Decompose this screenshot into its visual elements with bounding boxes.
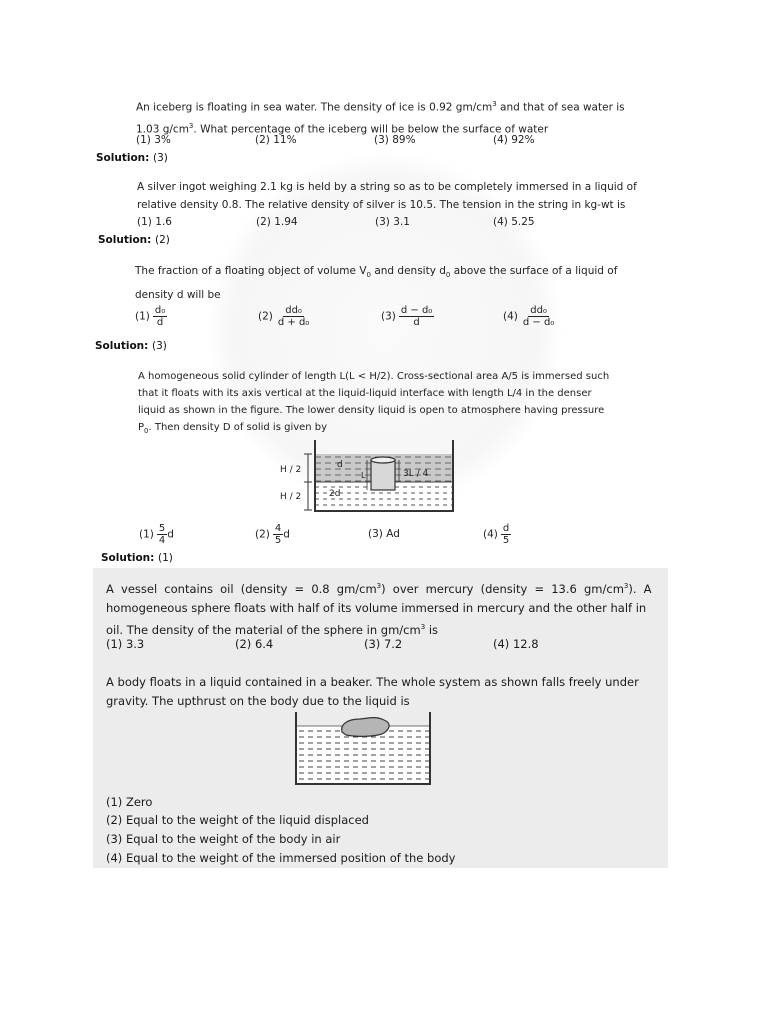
numerator: dd₀ xyxy=(285,305,302,316)
numerator: d − d₀ xyxy=(400,305,433,316)
q3-option-4[interactable] xyxy=(503,305,556,328)
q4-line-3: liquid as shown in the figure. The lower density liquid is open to atmosphere having pressure xyxy=(138,405,605,416)
denominator: d − d₀ xyxy=(522,317,555,328)
option-label: (4) xyxy=(483,528,498,541)
question-4 xyxy=(138,368,678,440)
label-L: L xyxy=(361,471,366,480)
label-3L-4: 3L / 4 xyxy=(403,469,429,479)
q5-option-2[interactable]: (2) 6.4 xyxy=(235,637,274,651)
floating-body xyxy=(342,718,389,737)
fraction xyxy=(273,523,283,546)
denominator: 5 xyxy=(274,535,282,546)
numerator: d xyxy=(502,523,510,534)
q5-option-3[interactable]: (3) 7.2 xyxy=(364,637,403,651)
option-label: (1) xyxy=(139,528,154,541)
q5-sup-1: 3 xyxy=(376,582,382,590)
cylinder-top xyxy=(371,457,395,463)
q4-option-4[interactable] xyxy=(483,523,511,546)
q4-solution xyxy=(101,552,173,564)
q5-line-3b: is xyxy=(425,622,439,637)
q1-sup: 3 xyxy=(492,100,497,108)
q6-option-4[interactable]: (4) Equal to the weight of the immersed position of the body xyxy=(106,851,456,865)
option-label: (1) xyxy=(135,310,150,323)
denominator: 5 xyxy=(502,535,510,546)
denominator: d xyxy=(413,317,420,328)
q2-option-2[interactable]: (2) 1.94 xyxy=(256,216,298,228)
question-6 xyxy=(106,673,666,711)
numerator: d₀ xyxy=(154,305,166,316)
q1-option-3[interactable]: (3) 89% xyxy=(374,134,416,146)
q6-figure-beaker xyxy=(290,710,436,786)
numerator: 4 xyxy=(274,523,282,534)
q2-option-1[interactable]: (1) 1.6 xyxy=(137,216,172,228)
q5-option-1[interactable]: (1) 3.3 xyxy=(106,637,145,651)
q2-line-2: relative density 0.8. The relative density of silver is 10.5. The tension in the string in kg-wt is xyxy=(137,199,626,211)
q3-solution xyxy=(95,340,167,352)
q6-option-2[interactable]: (2) Equal to the weight of the liquid displaced xyxy=(106,813,369,827)
q5-line-1c: ). A xyxy=(628,581,652,596)
solution-label: Solution: xyxy=(96,152,150,164)
q6-line-2: gravity. The upthrust on the body due to the liquid is xyxy=(106,694,410,708)
q3-option-1[interactable] xyxy=(135,305,167,328)
q1-option-4[interactable]: (4) 92% xyxy=(493,134,535,146)
q3-text-b: and density d xyxy=(370,265,446,277)
denominator: 4 xyxy=(158,535,166,546)
q6-option-1[interactable]: (1) Zero xyxy=(106,795,153,809)
question-3 xyxy=(135,262,675,304)
q4-line-1: A homogeneous solid cylinder of length L(L < H/2). Cross-sectional area A/5 is immersed such xyxy=(138,371,610,382)
label-2d: 2d xyxy=(329,489,341,499)
solution-value: (2) xyxy=(155,234,170,246)
solution-value: (3) xyxy=(152,340,167,352)
q5-line-1b: ) over mercury (density = 13.6 gm/cm xyxy=(381,581,624,596)
q1-text-c: 1.03 g/cm xyxy=(136,123,189,135)
fraction xyxy=(157,523,167,546)
q1-text-b: and that of sea water is xyxy=(496,101,625,114)
q1-option-2[interactable]: (2) 11% xyxy=(255,134,297,146)
question-5 xyxy=(106,577,666,640)
q3-line-2: density d will be xyxy=(135,289,221,302)
q3-option-2[interactable] xyxy=(258,305,311,328)
solution-label: Solution: xyxy=(98,234,152,246)
solution-value: (3) xyxy=(153,152,168,164)
option-tail: d xyxy=(167,528,174,541)
q5-sup-3: 3 xyxy=(420,622,426,631)
q5-line-3a: oil. The density of the material of the sphere in gm/cm xyxy=(106,622,421,637)
q4-line-2: that it floats with its axis vertical at the liquid-liquid interface with length L/4 in the denser xyxy=(138,388,592,399)
q4-option-2[interactable] xyxy=(255,523,290,546)
q2-option-3[interactable]: (3) 3.1 xyxy=(375,216,410,228)
q5-line-2: homogeneous sphere floats with half of its volume immersed in mercury and the other half in xyxy=(106,600,647,615)
option-label: (4) xyxy=(503,310,518,323)
q5-sup-2: 3 xyxy=(623,582,629,590)
q6-option-3[interactable]: (3) Equal to the weight of the body in air xyxy=(106,832,341,846)
q4-option-3[interactable]: (3) Ad xyxy=(368,528,400,540)
fraction xyxy=(153,305,167,328)
q4-line-4a: P xyxy=(138,422,145,433)
numerator: 5 xyxy=(158,523,166,534)
option-label: (2) xyxy=(255,528,270,541)
q2-line-1: A silver ingot weighing 2.1 kg is held by a string so as to be completely immersed in a liquid of xyxy=(137,181,637,193)
q5-line-1a: A vessel contains oil (density = 0.8 gm/cm xyxy=(106,581,377,596)
q4-line-4b: . Then density D of solid is given by xyxy=(148,422,328,433)
cylinder xyxy=(371,460,395,490)
solution-label: Solution: xyxy=(95,340,149,352)
fraction xyxy=(521,305,556,328)
label-h-bottom: H / 2 xyxy=(280,492,302,502)
label-h-top: H / 2 xyxy=(280,465,302,475)
q5-option-4[interactable]: (4) 12.8 xyxy=(493,637,539,651)
denominator: d xyxy=(156,317,164,328)
solution-label: Solution: xyxy=(101,552,155,564)
numerator: dd₀ xyxy=(530,305,547,316)
q3-text-a: The fraction of a floating object of volume V xyxy=(135,265,367,277)
option-tail: d xyxy=(283,528,290,541)
question-2 xyxy=(137,178,677,214)
option-label: (3) xyxy=(381,310,396,323)
question-1 xyxy=(136,95,676,138)
q3-sub-a: 0 xyxy=(366,271,371,280)
option-label: (2) xyxy=(258,310,273,323)
q2-solution xyxy=(98,234,170,246)
fraction xyxy=(501,523,511,546)
q4-option-1[interactable] xyxy=(139,523,174,546)
q3-text-c: above the surface of a liquid of xyxy=(450,265,618,277)
q3-option-3[interactable] xyxy=(381,305,434,328)
label-d: d xyxy=(337,460,343,470)
q1-text: An iceberg is floating in sea water. The density of ice is 0.92 gm/cm xyxy=(136,101,493,114)
q3-sub-b: 0 xyxy=(445,271,451,280)
solution-value: (1) xyxy=(158,552,173,564)
q4-line-4-sub: 0 xyxy=(144,427,149,435)
q4-figure-two-liquids xyxy=(275,436,465,516)
q1-option-1[interactable]: (1) 3% xyxy=(136,134,171,146)
denominator: d + d₀ xyxy=(277,317,310,328)
fraction xyxy=(276,305,311,328)
q1-sup-c: 3 xyxy=(188,121,194,130)
q1-solution xyxy=(96,152,168,164)
q6-line-1: A body floats in a liquid contained in a beaker. The whole system as shown falls freely under xyxy=(106,675,639,689)
q1-text-d: . What percentage of the iceberg will be below the surface of water xyxy=(193,123,549,135)
fraction xyxy=(399,305,434,328)
q2-option-4[interactable]: (4) 5.25 xyxy=(493,216,535,228)
